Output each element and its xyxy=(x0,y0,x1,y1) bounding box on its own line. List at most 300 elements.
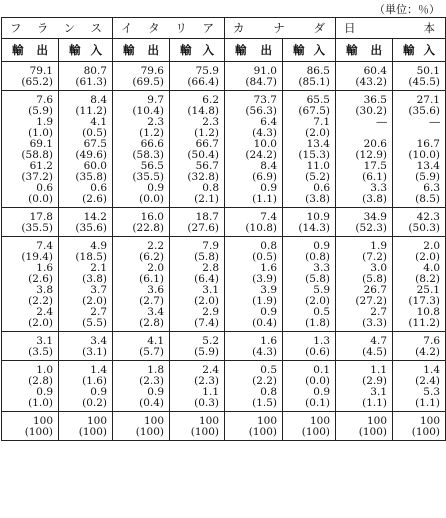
header-char: 輸 xyxy=(123,43,135,57)
cell-value-paren: (5.8) xyxy=(362,273,387,285)
cell-value: 17.5 xyxy=(363,160,387,172)
header-char: 出 xyxy=(147,43,159,57)
table-cell xyxy=(393,237,446,332)
header-char: 輸 xyxy=(69,43,81,57)
cell-value: 11.0 xyxy=(306,160,330,172)
cell-value-paren: (2.0) xyxy=(305,295,330,307)
cell-value: 79.1 xyxy=(29,65,53,77)
cell-value: 3.1 xyxy=(36,335,53,347)
cell-value-paren: (35.8) xyxy=(75,171,107,183)
cell-value: 75.9 xyxy=(195,65,219,77)
cell-value: 16.7 xyxy=(416,138,440,150)
header-char: 出 xyxy=(36,43,48,57)
cell-value-paren: (100) xyxy=(24,426,53,438)
cell-value-paren: (0.0) xyxy=(139,193,164,205)
table-cell xyxy=(225,91,283,208)
table-cell xyxy=(59,412,113,441)
cell-value: 100 xyxy=(143,415,164,427)
cell-value: 1.4 xyxy=(90,364,107,376)
table-cell xyxy=(225,237,283,332)
cell-value: 100 xyxy=(419,415,440,427)
import-header xyxy=(59,39,113,62)
cell-value-paren: (1.1) xyxy=(415,397,440,409)
cell-value-paren: (8.2) xyxy=(415,273,440,285)
cell-value-paren: (0.6) xyxy=(305,346,330,358)
cell-value-paren: (37.2) xyxy=(21,171,53,183)
cell-value-paren: (1.8) xyxy=(305,317,330,329)
cell-value: 0.6 xyxy=(313,182,330,194)
cell-value-paren: (85.1) xyxy=(298,76,330,88)
table-cell xyxy=(393,208,446,237)
cell-value: 34.9 xyxy=(363,211,387,223)
cell-value: 100 xyxy=(309,415,330,427)
cell-value-paren: (5.2) xyxy=(305,171,330,183)
cell-value-paren: (5.7) xyxy=(139,346,164,358)
cell-value: 2.0 xyxy=(147,262,164,274)
cell-value-paren: (2.4) xyxy=(415,375,440,387)
cell-value: 0.9 xyxy=(36,386,53,398)
cell-value: 27.1 xyxy=(416,94,440,106)
cell-value: 2.2 xyxy=(147,240,164,252)
cell-value-paren: (11.2) xyxy=(408,317,440,329)
table-row-group xyxy=(2,208,446,237)
cell-value: 8.4 xyxy=(260,160,277,172)
header-char: 出 xyxy=(260,43,272,57)
cell-value: 1.9 xyxy=(36,116,53,128)
cell-value: 2.3 xyxy=(147,116,164,128)
table-row-group xyxy=(2,62,446,91)
table-cell xyxy=(170,412,225,441)
header-char: 入 xyxy=(90,43,102,57)
country-header-row xyxy=(2,18,446,39)
cell-value: 3.3 xyxy=(313,262,330,274)
cell-value: 2.3 xyxy=(202,116,219,128)
table-cell xyxy=(59,91,113,208)
table-cell xyxy=(336,62,393,91)
cell-value: 3.9 xyxy=(260,284,277,296)
cell-value: 10.9 xyxy=(306,211,330,223)
cell-value: 8.4 xyxy=(90,94,107,106)
cell-value-paren: (17.3) xyxy=(408,295,440,307)
country-char: ン xyxy=(63,21,76,35)
cell-value-paren: (4.3) xyxy=(252,346,277,358)
table-cell xyxy=(59,332,113,361)
table-cell xyxy=(2,237,59,332)
cell-value: 2.7 xyxy=(90,306,107,318)
cell-value: 42.3 xyxy=(416,211,440,223)
cell-value: 50.1 xyxy=(416,65,440,77)
cell-value-paren: (5.9) xyxy=(415,171,440,183)
cell-value-paren: (0.1) xyxy=(305,397,330,409)
cell-value: 2.4 xyxy=(36,306,53,318)
cell-value: 5.9 xyxy=(313,284,330,296)
cell-value: 1.4 xyxy=(423,364,440,376)
cell-value-paren: (8.5) xyxy=(415,193,440,205)
table-cell xyxy=(283,412,336,441)
cell-value-paren: (14.8) xyxy=(187,105,219,117)
cell-value-paren: (0.3) xyxy=(194,397,219,409)
cell-value: 0.1 xyxy=(313,364,330,376)
cell-value: 61.2 xyxy=(29,160,53,172)
cell-value: 16.0 xyxy=(140,211,164,223)
table-cell xyxy=(225,332,283,361)
country-char: フ xyxy=(10,21,22,35)
table-cell xyxy=(113,91,170,208)
table-row-group xyxy=(2,361,446,412)
cell-value-paren: (65.2) xyxy=(21,76,53,88)
country-header xyxy=(2,18,113,39)
cell-value-paren: (11.2) xyxy=(75,105,107,117)
cell-value-paren: (32.8) xyxy=(187,171,219,183)
table-cell xyxy=(336,237,393,332)
table-cell xyxy=(2,361,59,412)
cell-value-paren: (3.8) xyxy=(82,273,107,285)
cell-value: 13.4 xyxy=(306,138,330,150)
cell-value: 86.5 xyxy=(306,65,330,77)
cell-value-paren: (10.0) xyxy=(408,149,440,161)
cell-value: 0.9 xyxy=(313,240,330,252)
cell-value-paren: (7.2) xyxy=(362,251,387,263)
table-cell xyxy=(170,332,225,361)
cell-value: 0.9 xyxy=(260,182,277,194)
cell-value: 1.0 xyxy=(36,364,53,376)
cell-value-paren: (2.0) xyxy=(82,295,107,307)
table-cell xyxy=(225,62,283,91)
cell-value: 3.1 xyxy=(370,386,387,398)
table-cell xyxy=(2,332,59,361)
cell-value: 4.1 xyxy=(90,116,107,128)
cell-value: 10.0 xyxy=(253,138,277,150)
cell-value: 3.4 xyxy=(147,306,164,318)
header-char: 入 xyxy=(202,43,214,57)
cell-value-paren: (18.5) xyxy=(75,251,107,263)
cell-value: 3.7 xyxy=(90,284,107,296)
header-char: 輸 xyxy=(180,43,192,57)
cell-value: 0.8 xyxy=(260,240,277,252)
table-cell xyxy=(225,412,283,441)
cell-value-paren: (2.3) xyxy=(139,375,164,387)
table-cell xyxy=(393,332,446,361)
cell-value-paren: (24.2) xyxy=(245,149,277,161)
cell-value-paren: (5.9) xyxy=(194,346,219,358)
table-cell xyxy=(336,412,393,441)
table-cell xyxy=(283,62,336,91)
header-char: 輸 xyxy=(403,43,415,57)
cell-value: 3.0 xyxy=(370,262,387,274)
cell-value: ― xyxy=(429,116,440,128)
cell-value: 6.2 xyxy=(202,94,219,106)
cell-value-paren: (5.9) xyxy=(28,105,53,117)
export-header xyxy=(113,39,170,62)
cell-value-paren: (4.5) xyxy=(362,346,387,358)
table-cell xyxy=(393,62,446,91)
table-cell xyxy=(113,412,170,441)
export-header xyxy=(225,39,283,62)
cell-value-paren: (2.6) xyxy=(28,273,53,285)
table-cell xyxy=(283,208,336,237)
table-cell xyxy=(393,91,446,208)
cell-value: 0.9 xyxy=(313,386,330,398)
cell-value: 6.4 xyxy=(260,116,277,128)
country-char: ア xyxy=(202,21,214,35)
table-cell xyxy=(113,208,170,237)
cell-value: 7.9 xyxy=(202,240,219,252)
cell-value-paren: (0.5) xyxy=(82,127,107,139)
cell-value: 13.4 xyxy=(416,160,440,172)
cell-value: 14.2 xyxy=(83,211,107,223)
cell-value-paren: (0.8) xyxy=(305,251,330,263)
table-cell xyxy=(170,62,225,91)
cell-value-paren: (100) xyxy=(135,426,164,438)
table-cell xyxy=(113,62,170,91)
cell-value: 3.6 xyxy=(147,284,164,296)
country-char: 日 xyxy=(344,21,356,35)
cell-value-paren: (58.3) xyxy=(132,149,164,161)
cell-value-paren: (50.3) xyxy=(408,222,440,234)
cell-value: 80.7 xyxy=(83,65,107,77)
country-char: ラ xyxy=(36,21,49,35)
cell-value: 25.1 xyxy=(416,284,440,296)
cell-value-paren: (30.2) xyxy=(355,105,387,117)
country-char: イ xyxy=(121,21,133,35)
export-header xyxy=(336,39,393,62)
table-cell xyxy=(170,361,225,412)
cell-value-paren: (2.0) xyxy=(28,317,53,329)
cell-value-paren: (6.1) xyxy=(139,273,164,285)
header-char: 輸 xyxy=(346,43,358,57)
cell-value-paren: (10.8) xyxy=(245,222,277,234)
cell-value-paren: (6.4) xyxy=(194,273,219,285)
table-cell xyxy=(170,237,225,332)
cell-value-paren: (100) xyxy=(358,426,387,438)
cell-value-paren: (27.2) xyxy=(355,295,387,307)
table-row-group xyxy=(2,237,446,332)
cell-value: 5.3 xyxy=(423,386,440,398)
cell-value-paren: (2.1) xyxy=(194,193,219,205)
cell-value: 9.7 xyxy=(147,94,164,106)
cell-value-paren: (2.0) xyxy=(415,251,440,263)
cell-value: 100 xyxy=(198,415,219,427)
cell-value-paren: (0.4) xyxy=(139,397,164,409)
cell-value: 7.4 xyxy=(36,240,53,252)
cell-value-paren: (61.3) xyxy=(75,76,107,88)
cell-value-paren: (7.4) xyxy=(194,317,219,329)
header-char: 輸 xyxy=(293,43,305,57)
table-cell xyxy=(225,208,283,237)
cell-value: 100 xyxy=(256,415,277,427)
cell-value-paren: (2.2) xyxy=(252,375,277,387)
cell-value: 56.5 xyxy=(140,160,164,172)
unit-label: （単位：％） xyxy=(374,3,440,16)
cell-value: 2.8 xyxy=(202,262,219,274)
cell-value: 0.9 xyxy=(260,306,277,318)
cell-value-paren: (100) xyxy=(301,426,330,438)
cell-value-paren: (1.9) xyxy=(252,295,277,307)
cell-value: 1.1 xyxy=(370,364,387,376)
cell-value-paren: (1.5) xyxy=(252,397,277,409)
cell-value: 4.9 xyxy=(90,240,107,252)
header-char: 入 xyxy=(313,43,325,57)
cell-value-paren: (56.3) xyxy=(245,105,277,117)
table-cell xyxy=(113,361,170,412)
cell-value-paren: (35.6) xyxy=(408,105,440,117)
table-cell xyxy=(336,361,393,412)
cell-value: 7.6 xyxy=(423,335,440,347)
cell-value-paren: (1.6) xyxy=(82,375,107,387)
table-cell xyxy=(336,332,393,361)
cell-value: 2.0 xyxy=(423,240,440,252)
cell-value-paren: (2.0) xyxy=(305,127,330,139)
cell-value: 1.6 xyxy=(36,262,53,274)
cell-value-paren: (84.7) xyxy=(245,76,277,88)
import-header xyxy=(393,39,446,62)
cell-value: 1.3 xyxy=(313,335,330,347)
cell-value: 36.5 xyxy=(363,94,387,106)
cell-value: 5.2 xyxy=(202,335,219,347)
cell-value-paren: (52.3) xyxy=(355,222,387,234)
header-char: 入 xyxy=(423,43,435,57)
cell-value: 0.9 xyxy=(90,386,107,398)
cell-value-paren: (1.2) xyxy=(139,127,164,139)
cell-value-paren: (35.6) xyxy=(75,222,107,234)
cell-value-paren: (66.4) xyxy=(187,76,219,88)
cell-value: 10.8 xyxy=(416,306,440,318)
country-char: ダ xyxy=(313,21,325,35)
cell-value-paren: (12.9) xyxy=(355,149,387,161)
cell-value: 20.6 xyxy=(363,138,387,150)
cell-value: 0.6 xyxy=(90,182,107,194)
cell-value-paren: (5.5) xyxy=(82,317,107,329)
cell-value: 6.3 xyxy=(423,182,440,194)
cell-value-paren: (5.8) xyxy=(194,251,219,263)
cell-value-paren: (6.9) xyxy=(252,171,277,183)
cell-value: 2.9 xyxy=(202,306,219,318)
cell-value: 2.7 xyxy=(370,306,387,318)
cell-value-paren: (0.5) xyxy=(252,251,277,263)
cell-value: 91.0 xyxy=(253,65,277,77)
table-cell xyxy=(283,91,336,208)
cell-value-paren: (2.7) xyxy=(139,295,164,307)
cell-value: 100 xyxy=(32,415,53,427)
import-header xyxy=(283,39,336,62)
cell-value: 66.7 xyxy=(195,138,219,150)
cell-value-paren: (2.2) xyxy=(28,295,53,307)
cell-value-paren: (100) xyxy=(248,426,277,438)
cell-value: ― xyxy=(376,116,387,128)
cell-value: 7.4 xyxy=(260,211,277,223)
table-cell xyxy=(113,332,170,361)
cell-value: 1.1 xyxy=(202,386,219,398)
cell-value: 69.1 xyxy=(29,138,53,150)
cell-value-paren: (1.1) xyxy=(252,193,277,205)
country-header xyxy=(336,18,446,39)
table-row-group xyxy=(2,332,446,361)
table-cell xyxy=(59,361,113,412)
cell-value: 4.7 xyxy=(370,335,387,347)
cell-value: 3.1 xyxy=(202,284,219,296)
cell-value: 4.0 xyxy=(423,262,440,274)
table-cell xyxy=(59,208,113,237)
country-header xyxy=(225,18,336,39)
cell-value-paren: (0.2) xyxy=(82,397,107,409)
cell-value-paren: (2.8) xyxy=(139,317,164,329)
cell-value-paren: (2.9) xyxy=(362,375,387,387)
country-char: 本 xyxy=(423,21,435,35)
cell-value: 60.0 xyxy=(83,160,107,172)
cell-value-paren: (100) xyxy=(78,426,107,438)
table-cell xyxy=(2,62,59,91)
table-cell xyxy=(393,412,446,441)
table-cell xyxy=(2,208,59,237)
cell-value-paren: (67.5) xyxy=(298,105,330,117)
cell-value-paren: (0.4) xyxy=(252,317,277,329)
header-char: 出 xyxy=(370,43,382,57)
cell-value: 3.4 xyxy=(90,335,107,347)
cell-value: 1.6 xyxy=(260,335,277,347)
cell-value-paren: (45.5) xyxy=(408,76,440,88)
cell-value: 100 xyxy=(86,415,107,427)
cell-value-paren: (58.8) xyxy=(21,149,53,161)
import-header xyxy=(170,39,225,62)
country-char: リ xyxy=(175,21,187,35)
cell-value-paren: (100) xyxy=(190,426,219,438)
cell-value-paren: (3.5) xyxy=(28,346,53,358)
cell-value-paren: (1.2) xyxy=(194,127,219,139)
flow-header-row xyxy=(2,39,446,62)
cell-value-paren: (0.0) xyxy=(28,193,53,205)
cell-value: 0.9 xyxy=(147,182,164,194)
cell-value: 0.9 xyxy=(147,386,164,398)
header-char: 輸 xyxy=(235,43,247,57)
cell-value: 2.4 xyxy=(202,364,219,376)
cell-value-paren: (3.1) xyxy=(82,346,107,358)
table-cell xyxy=(2,91,59,208)
cell-value-paren: (49.6) xyxy=(75,149,107,161)
cell-value-paren: (2.3) xyxy=(194,375,219,387)
cell-value-paren: (2.8) xyxy=(28,375,53,387)
cell-value: 65.5 xyxy=(306,94,330,106)
table-cell xyxy=(283,237,336,332)
cell-value: 79.6 xyxy=(140,65,164,77)
cell-value: 7.6 xyxy=(36,94,53,106)
cell-value-paren: (0.0) xyxy=(305,375,330,387)
cell-value-paren: (1.0) xyxy=(28,397,53,409)
cell-value: 3.3 xyxy=(370,182,387,194)
table-cell xyxy=(2,412,59,441)
cell-value: 0.8 xyxy=(202,182,219,194)
table-cell xyxy=(170,91,225,208)
cell-value-paren: (4.3) xyxy=(252,127,277,139)
country-char: タ xyxy=(148,21,160,35)
cell-value: 100 xyxy=(366,415,387,427)
table-cell xyxy=(283,361,336,412)
cell-value-paren: (6.1) xyxy=(362,171,387,183)
cell-value: 66.6 xyxy=(140,138,164,150)
cell-value-paren: (1.1) xyxy=(362,397,387,409)
cell-value-paren: (22.8) xyxy=(132,222,164,234)
cell-value-paren: (4.2) xyxy=(415,346,440,358)
cell-value-paren: (10.4) xyxy=(132,105,164,117)
cell-value: 0.8 xyxy=(260,386,277,398)
cell-value-paren: (35.5) xyxy=(21,222,53,234)
cell-value: 60.4 xyxy=(363,65,387,77)
table-row-group xyxy=(2,412,446,441)
table-cell xyxy=(59,237,113,332)
cell-value: 3.8 xyxy=(36,284,53,296)
cell-value: 1.8 xyxy=(147,364,164,376)
cell-value: 1.6 xyxy=(260,262,277,274)
cell-value-paren: (2.0) xyxy=(194,295,219,307)
